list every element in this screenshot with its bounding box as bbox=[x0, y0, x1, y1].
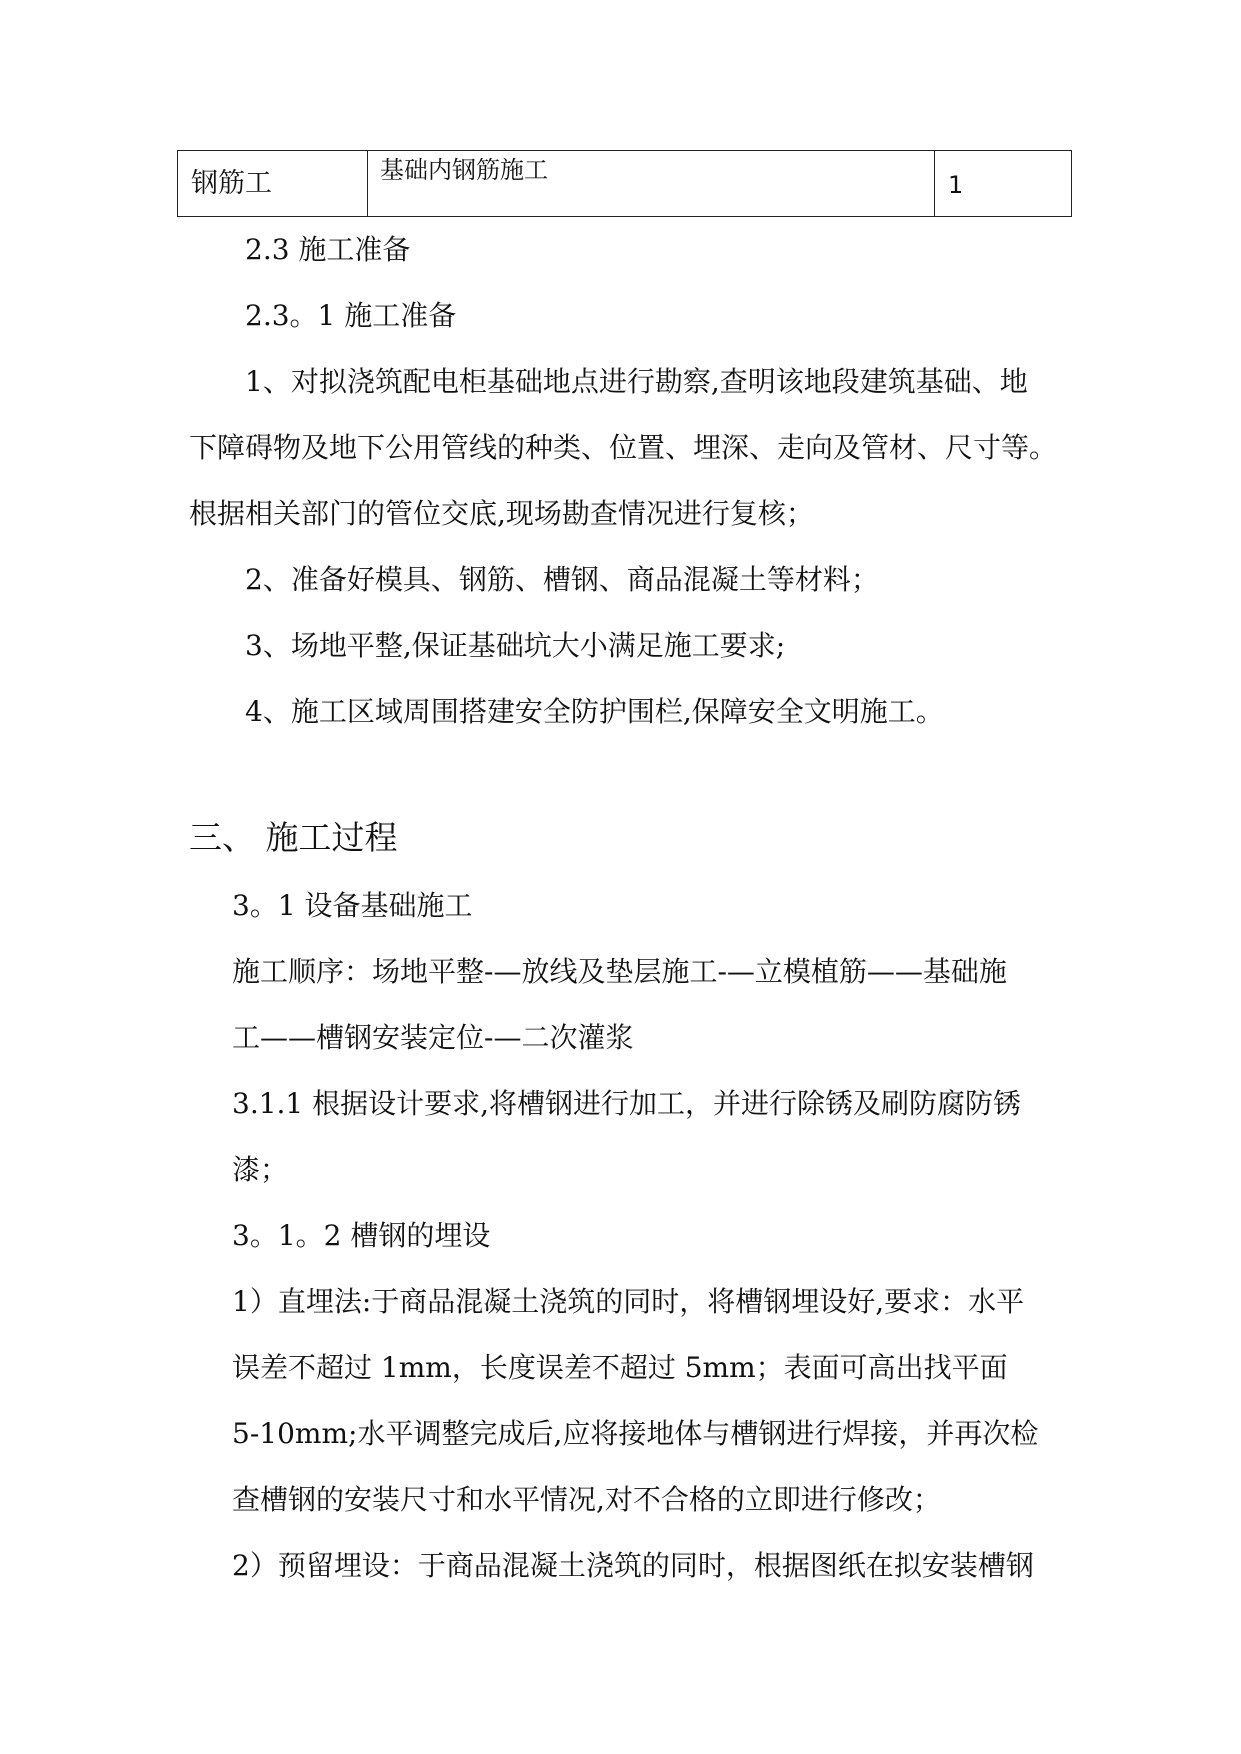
para-1-line-1: 1）直埋法:于商品混凝土浇筑的同时，将槽钢埋设好,要求：水平 bbox=[232, 1285, 1025, 1318]
sequence-line-2: 工——槽钢安装定位-—二次灌浆 bbox=[232, 1021, 634, 1054]
item-3: 3、场地平整,保证基础坑大小满足施工要求; bbox=[245, 629, 786, 662]
table-row bbox=[178, 151, 1072, 217]
section-3-1-title: 3。1 设备基础施工 bbox=[232, 889, 473, 922]
para-1-line-4: 查槽钢的安装尺寸和水平情况,对不合格的立即进行修改； bbox=[232, 1483, 941, 1516]
count-text: 1 bbox=[948, 171, 964, 199]
sequence-line-1: 施工顺序：场地平整-—放线及垫层施工-—立模植筋——基础施 bbox=[232, 955, 1007, 988]
section-2-3-title: 2.3 施工准备 bbox=[245, 233, 411, 266]
section-3-1-2-title: 3。1。2 槽钢的埋设 bbox=[232, 1219, 491, 1252]
para-3-1-1-line-1: 3.1.1 根据设计要求,将槽钢进行加工，并进行除锈及刷防腐防锈 bbox=[232, 1087, 1022, 1120]
para-2-line-1: 2）预留埋设：于商品混凝土浇筑的同时，根据图纸在拟安装槽钢 bbox=[232, 1549, 1034, 1582]
para-3-1-1-line-2: 漆； bbox=[232, 1153, 289, 1186]
section-2-3-1-title: 2.3。1 施工准备 bbox=[245, 299, 457, 332]
item-1-line-1: 1、对拟浇筑配电柜基础地点进行勘察,查明该地段建筑基础、地 bbox=[245, 365, 1028, 398]
item-2: 2、准备好模具、钢筋、槽钢、商品混凝土等材料； bbox=[245, 563, 879, 596]
para-1-line-2: 误差不超过 1mm，长度误差不超过 5mm；表面可高出找平面 bbox=[232, 1351, 1008, 1384]
role-text: 钢筋工 bbox=[191, 168, 272, 199]
table-cell-role bbox=[178, 151, 368, 217]
table-cell-count bbox=[935, 151, 1072, 217]
table-cell-task bbox=[368, 151, 935, 217]
item-1-line-2: 下障碍物及地下公用管线的种类、位置、埋深、走向及管材、尺寸等。 bbox=[189, 431, 1058, 464]
section-3-heading: 三、 施工过程 bbox=[189, 818, 398, 857]
task-text: 基础内钢筋施工 bbox=[380, 156, 548, 184]
item-1-line-3: 根据相关部门的管位交底,现场勘查情况进行复核； bbox=[189, 497, 814, 530]
staff-table bbox=[177, 150, 1072, 217]
item-4: 4、施工区域周围搭建安全防护围栏,保障安全文明施工。 bbox=[245, 695, 944, 728]
para-1-line-3: 5-10mm;水平调整完成后,应将接地体与槽钢进行焊接，并再次检 bbox=[232, 1417, 1039, 1450]
